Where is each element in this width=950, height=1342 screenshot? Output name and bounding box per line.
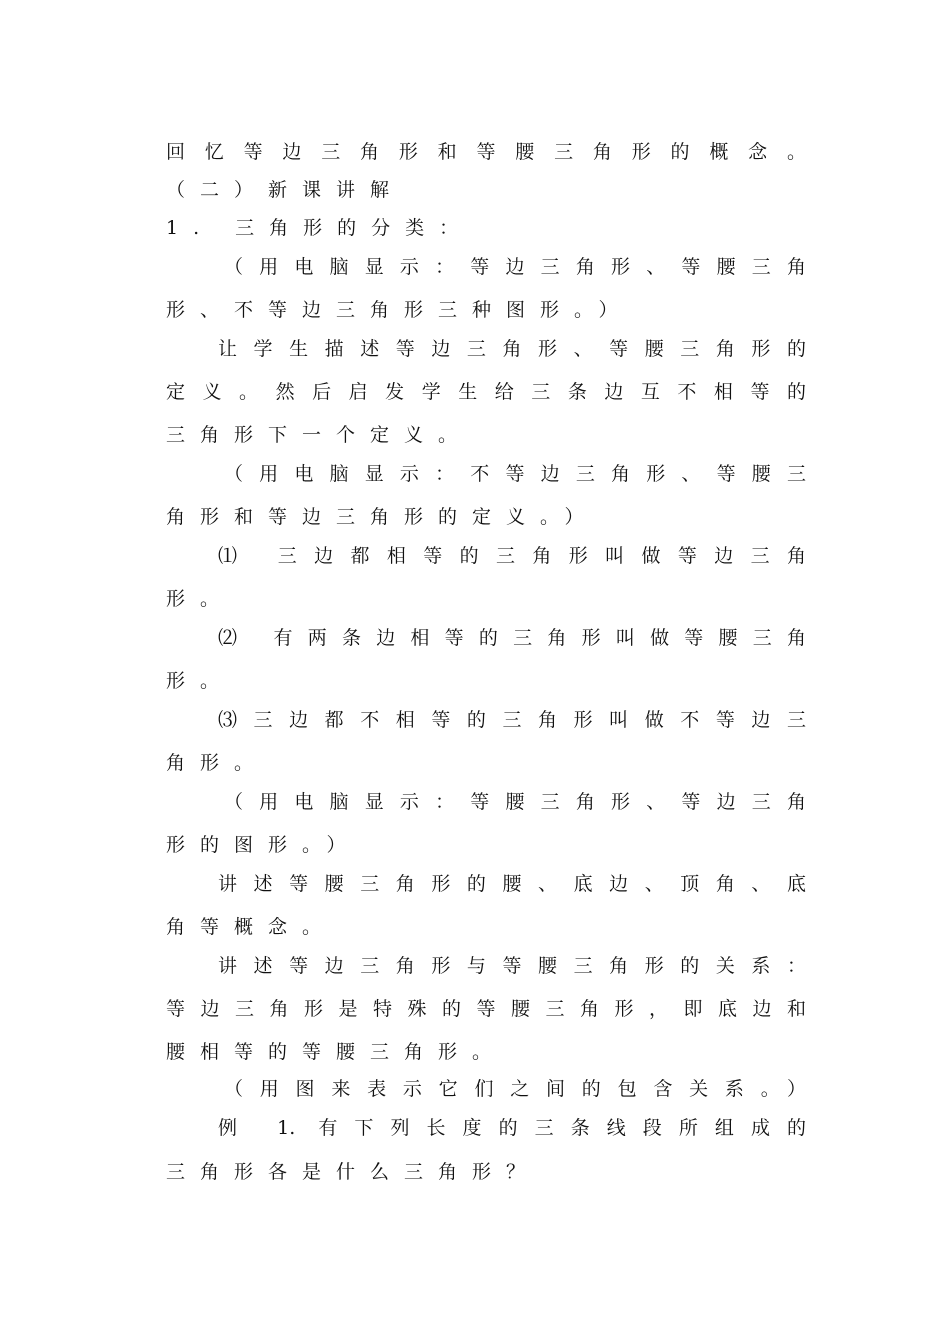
text-line: 三角形各是什么三角形？ (166, 1161, 541, 1183)
text-line: 腰相等的等腰三角形。 (166, 1041, 507, 1063)
text-line: （用电脑显示：不等边三角形、等腰三 (224, 463, 806, 485)
text-line: （用电脑显示：等边三角形、等腰三角 (224, 256, 806, 278)
text-line: 形、不等边三角形三种图形。） (166, 299, 633, 321)
section-heading: （二）新课讲解 (166, 179, 405, 201)
text-line: 角等概念。 (166, 916, 337, 938)
text-line: （用图来表示它们之间的包含关系。） (224, 1078, 806, 1100)
text-line: 等边三角形是特殊的等腰三角形，即底边和 (166, 998, 806, 1020)
text-line: ⑶三边都不相等的三角形叫做不等边三 (218, 709, 806, 731)
text-line: 角形和等边三角形的定义。） (166, 506, 599, 528)
text-line: 形。 (166, 588, 235, 610)
text-line: 角形。 (166, 752, 269, 774)
text-line: ⑴ 三边都相等的三角形叫做等边三角 (218, 545, 806, 567)
text-line: 形。 (166, 670, 235, 692)
text-line: ⑵ 有两条边相等的三角形叫做等腰三角 (218, 627, 806, 649)
text-line: 让学生描述等边三角形、等腰三角形的 (218, 338, 806, 360)
text-line: 回忆等边三角形和等腰三角形的概念。 (166, 141, 806, 163)
text-line: 讲述等边三角形与等腰三角形的关系： (218, 955, 806, 977)
text-line: 定义。然后启发学生给三条边互不相等的 (166, 381, 806, 403)
text-line: 三角形下一个定义。 (166, 424, 473, 446)
text-line: 讲述等腰三角形的腰、底边、顶角、底 (218, 873, 806, 895)
text-line: （用电脑显示：等腰三角形、等边三角 (224, 791, 806, 813)
example-line: 例 1. 有下列长度的三条线段所组成的 (218, 1117, 806, 1139)
subsection-heading: 1. 三角形的分类： (166, 217, 474, 239)
text-line: 形的图形。） (166, 834, 361, 856)
